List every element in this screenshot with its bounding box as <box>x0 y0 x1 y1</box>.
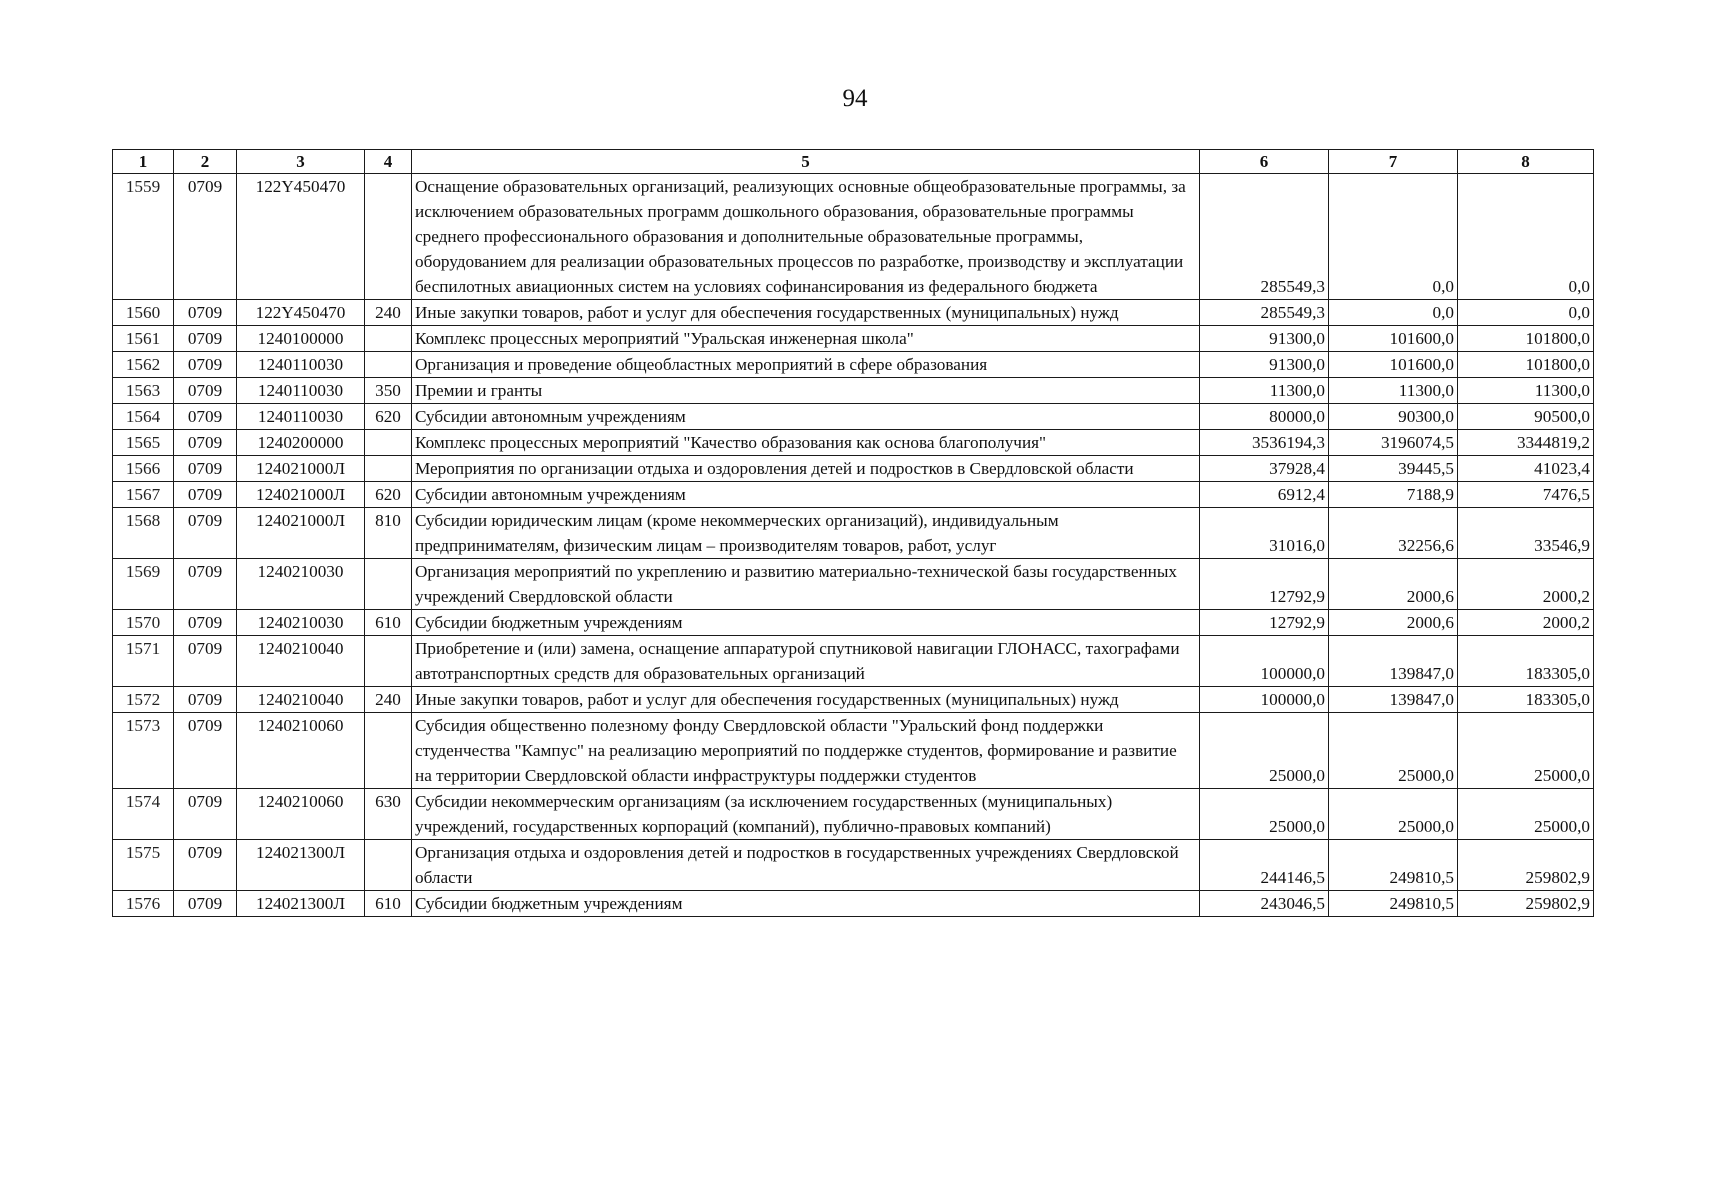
section-code-cell: 0709 <box>174 687 237 713</box>
section-code-cell: 0709 <box>174 482 237 508</box>
header-cell: 8 <box>1458 150 1594 174</box>
description-cell: Комплекс процессных мероприятий "Уральская инженерная школа" <box>412 326 1200 352</box>
description-cell: Иные закупки товаров, работ и услуг для обеспечения государственных (муниципальных) нужд <box>412 300 1200 326</box>
expense-type-cell <box>365 174 412 300</box>
amount-year2-cell: 25000,0 <box>1329 789 1458 840</box>
target-code-cell: 124021300Л <box>237 891 365 917</box>
amount-year2-cell: 139847,0 <box>1329 687 1458 713</box>
table-row <box>113 404 1594 430</box>
amount-year1-cell: 37928,4 <box>1200 456 1329 482</box>
table-row <box>113 713 1594 789</box>
description-cell: Приобретение и (или) замена, оснащение аппаратурой спутниковой навигации ГЛОНАСС, тахографами автотранспортных средств для образовательных организаций <box>412 636 1200 687</box>
amount-year2-cell: 39445,5 <box>1329 456 1458 482</box>
amount-year3-cell: 101800,0 <box>1458 352 1594 378</box>
table-body <box>113 174 1594 917</box>
amount-year2-cell: 101600,0 <box>1329 326 1458 352</box>
section-code-cell: 0709 <box>174 352 237 378</box>
description-cell: Субсидии автономным учреждениям <box>412 404 1200 430</box>
amount-year3-cell: 259802,9 <box>1458 840 1594 891</box>
description-cell: Премии и гранты <box>412 378 1200 404</box>
section-code-cell: 0709 <box>174 326 237 352</box>
header-cell: 3 <box>237 150 365 174</box>
expense-type-cell: 240 <box>365 300 412 326</box>
amount-year1-cell: 80000,0 <box>1200 404 1329 430</box>
target-code-cell: 124021000Л <box>237 456 365 482</box>
row-number-cell: 1573 <box>113 713 174 789</box>
description-cell: Оснащение образовательных организаций, реализующих основные общеобразовательные программы, за исключением образовательных программ дошкольного образования, образовательные программы среднего профессионального образования и дополнительные образовательные программы, оборудованием для реализации образовательных процессов по разработке, производству и эксплуатации беспилотных авиационных систем на условиях софинансирования из федерального бюджета <box>412 174 1200 300</box>
amount-year1-cell: 91300,0 <box>1200 326 1329 352</box>
amount-year1-cell: 100000,0 <box>1200 636 1329 687</box>
header-cell: 2 <box>174 150 237 174</box>
header-cell: 1 <box>113 150 174 174</box>
section-code-cell: 0709 <box>174 300 237 326</box>
target-code-cell: 1240210040 <box>237 687 365 713</box>
table-row <box>113 456 1594 482</box>
amount-year1-cell: 243046,5 <box>1200 891 1329 917</box>
section-code-cell: 0709 <box>174 840 237 891</box>
expense-type-cell <box>365 713 412 789</box>
row-number-cell: 1563 <box>113 378 174 404</box>
description-cell: Субсидия общественно полезному фонду Свердловской области "Уральский фонд поддержки студенчества "Кампус" на реализацию мероприятий по поддержке студентов, формирование и развитие на территории Свердловской области инфраструктуры поддержки студентов <box>412 713 1200 789</box>
amount-year1-cell: 100000,0 <box>1200 687 1329 713</box>
expense-type-cell <box>365 636 412 687</box>
amount-year3-cell: 41023,4 <box>1458 456 1594 482</box>
amount-year3-cell: 90500,0 <box>1458 404 1594 430</box>
target-code-cell: 1240210060 <box>237 789 365 840</box>
expense-type-cell: 810 <box>365 508 412 559</box>
amount-year1-cell: 285549,3 <box>1200 174 1329 300</box>
row-number-cell: 1575 <box>113 840 174 891</box>
amount-year3-cell: 183305,0 <box>1458 687 1594 713</box>
row-number-cell: 1560 <box>113 300 174 326</box>
section-code-cell: 0709 <box>174 174 237 300</box>
description-cell: Субсидии бюджетным учреждениям <box>412 610 1200 636</box>
table-row <box>113 610 1594 636</box>
row-number-cell: 1571 <box>113 636 174 687</box>
target-code-cell: 1240110030 <box>237 404 365 430</box>
row-number-cell: 1569 <box>113 559 174 610</box>
header-cell: 4 <box>365 150 412 174</box>
table-row <box>113 326 1594 352</box>
row-number-cell: 1565 <box>113 430 174 456</box>
section-code-cell: 0709 <box>174 891 237 917</box>
section-code-cell: 0709 <box>174 378 237 404</box>
expense-type-cell: 350 <box>365 378 412 404</box>
amount-year3-cell: 0,0 <box>1458 300 1594 326</box>
header-cell: 5 <box>412 150 1200 174</box>
section-code-cell: 0709 <box>174 789 237 840</box>
amount-year3-cell: 25000,0 <box>1458 789 1594 840</box>
row-number-cell: 1568 <box>113 508 174 559</box>
amount-year3-cell: 7476,5 <box>1458 482 1594 508</box>
description-cell: Субсидии юридическим лицам (кроме некоммерческих организаций), индивидуальным предпринимателям, физическим лицам – производителям товаров, работ, услуг <box>412 508 1200 559</box>
amount-year2-cell: 3196074,5 <box>1329 430 1458 456</box>
expense-type-cell: 620 <box>365 404 412 430</box>
description-cell: Субсидии автономным учреждениям <box>412 482 1200 508</box>
page-number: 94 <box>842 85 868 112</box>
table-row <box>113 174 1594 300</box>
expense-type-cell <box>365 326 412 352</box>
expense-type-cell: 630 <box>365 789 412 840</box>
amount-year1-cell: 31016,0 <box>1200 508 1329 559</box>
amount-year2-cell: 25000,0 <box>1329 713 1458 789</box>
amount-year2-cell: 0,0 <box>1329 300 1458 326</box>
amount-year3-cell: 3344819,2 <box>1458 430 1594 456</box>
amount-year1-cell: 25000,0 <box>1200 713 1329 789</box>
description-cell: Комплекс процессных мероприятий "Качество образования как основа благополучия" <box>412 430 1200 456</box>
section-code-cell: 0709 <box>174 713 237 789</box>
description-cell: Мероприятия по организации отдыха и оздоровления детей и подростков в Свердловской области <box>412 456 1200 482</box>
expense-type-cell: 240 <box>365 687 412 713</box>
amount-year2-cell: 0,0 <box>1329 174 1458 300</box>
amount-year3-cell: 33546,9 <box>1458 508 1594 559</box>
description-cell: Организация мероприятий по укреплению и развитию материально-технической базы государственных учреждений Свердловской области <box>412 559 1200 610</box>
amount-year2-cell: 90300,0 <box>1329 404 1458 430</box>
target-code-cell: 124021300Л <box>237 840 365 891</box>
amount-year2-cell: 11300,0 <box>1329 378 1458 404</box>
section-code-cell: 0709 <box>174 610 237 636</box>
header-cell: 7 <box>1329 150 1458 174</box>
section-code-cell: 0709 <box>174 456 237 482</box>
target-code-cell: 122Y450470 <box>237 300 365 326</box>
amount-year3-cell: 259802,9 <box>1458 891 1594 917</box>
amount-year1-cell: 12792,9 <box>1200 610 1329 636</box>
amount-year2-cell: 139847,0 <box>1329 636 1458 687</box>
row-number-cell: 1570 <box>113 610 174 636</box>
amount-year2-cell: 2000,6 <box>1329 610 1458 636</box>
expense-type-cell <box>365 456 412 482</box>
section-code-cell: 0709 <box>174 559 237 610</box>
table-row <box>113 840 1594 891</box>
row-number-cell: 1562 <box>113 352 174 378</box>
table-row <box>113 352 1594 378</box>
expense-type-cell <box>365 430 412 456</box>
table-row <box>113 430 1594 456</box>
description-cell: Организация и проведение общеобластных мероприятий в сфере образования <box>412 352 1200 378</box>
table-row <box>113 789 1594 840</box>
amount-year1-cell: 285549,3 <box>1200 300 1329 326</box>
amount-year1-cell: 11300,0 <box>1200 378 1329 404</box>
amount-year2-cell: 2000,6 <box>1329 559 1458 610</box>
amount-year3-cell: 0,0 <box>1458 174 1594 300</box>
table-row <box>113 508 1594 559</box>
row-number-cell: 1572 <box>113 687 174 713</box>
section-code-cell: 0709 <box>174 508 237 559</box>
amount-year3-cell: 2000,2 <box>1458 559 1594 610</box>
amount-year2-cell: 249810,5 <box>1329 891 1458 917</box>
expense-type-cell <box>365 840 412 891</box>
amount-year1-cell: 244146,5 <box>1200 840 1329 891</box>
amount-year1-cell: 91300,0 <box>1200 352 1329 378</box>
target-code-cell: 1240210040 <box>237 636 365 687</box>
row-number-cell: 1576 <box>113 891 174 917</box>
budget-table <box>112 149 1594 917</box>
target-code-cell: 1240210030 <box>237 559 365 610</box>
header-cell: 6 <box>1200 150 1329 174</box>
target-code-cell: 124021000Л <box>237 482 365 508</box>
amount-year2-cell: 249810,5 <box>1329 840 1458 891</box>
target-code-cell: 124021000Л <box>237 508 365 559</box>
amount-year3-cell: 183305,0 <box>1458 636 1594 687</box>
expense-type-cell: 610 <box>365 891 412 917</box>
amount-year2-cell: 7188,9 <box>1329 482 1458 508</box>
section-code-cell: 0709 <box>174 430 237 456</box>
row-number-cell: 1561 <box>113 326 174 352</box>
amount-year1-cell: 12792,9 <box>1200 559 1329 610</box>
row-number-cell: 1566 <box>113 456 174 482</box>
amount-year3-cell: 2000,2 <box>1458 610 1594 636</box>
target-code-cell: 1240110030 <box>237 352 365 378</box>
table-row <box>113 687 1594 713</box>
table-row <box>113 300 1594 326</box>
expense-type-cell: 610 <box>365 610 412 636</box>
section-code-cell: 0709 <box>174 636 237 687</box>
table-row <box>113 559 1594 610</box>
target-code-cell: 1240200000 <box>237 430 365 456</box>
amount-year2-cell: 32256,6 <box>1329 508 1458 559</box>
amount-year1-cell: 25000,0 <box>1200 789 1329 840</box>
header-row <box>113 150 1594 174</box>
target-code-cell: 1240210030 <box>237 610 365 636</box>
section-code-cell: 0709 <box>174 404 237 430</box>
target-code-cell: 1240210060 <box>237 713 365 789</box>
description-cell: Субсидии бюджетным учреждениям <box>412 891 1200 917</box>
amount-year2-cell: 101600,0 <box>1329 352 1458 378</box>
row-number-cell: 1567 <box>113 482 174 508</box>
row-number-cell: 1574 <box>113 789 174 840</box>
target-code-cell: 122Y450470 <box>237 174 365 300</box>
table-row <box>113 482 1594 508</box>
description-cell: Организация отдыха и оздоровления детей и подростков в государственных учреждениях Свердловской области <box>412 840 1200 891</box>
description-cell: Субсидии некоммерческим организациям (за исключением государственных (муниципальных) учреждений, государственных корпораций (компаний), публично-правовых компаний) <box>412 789 1200 840</box>
table-row <box>113 636 1594 687</box>
amount-year1-cell: 6912,4 <box>1200 482 1329 508</box>
row-number-cell: 1564 <box>113 404 174 430</box>
amount-year3-cell: 25000,0 <box>1458 713 1594 789</box>
target-code-cell: 1240110030 <box>237 378 365 404</box>
expense-type-cell: 620 <box>365 482 412 508</box>
expense-type-cell <box>365 352 412 378</box>
amount-year3-cell: 11300,0 <box>1458 378 1594 404</box>
description-cell: Иные закупки товаров, работ и услуг для обеспечения государственных (муниципальных) нужд <box>412 687 1200 713</box>
table-row <box>113 891 1594 917</box>
expense-type-cell <box>365 559 412 610</box>
amount-year3-cell: 101800,0 <box>1458 326 1594 352</box>
table-row <box>113 378 1594 404</box>
row-number-cell: 1559 <box>113 174 174 300</box>
amount-year1-cell: 3536194,3 <box>1200 430 1329 456</box>
target-code-cell: 1240100000 <box>237 326 365 352</box>
